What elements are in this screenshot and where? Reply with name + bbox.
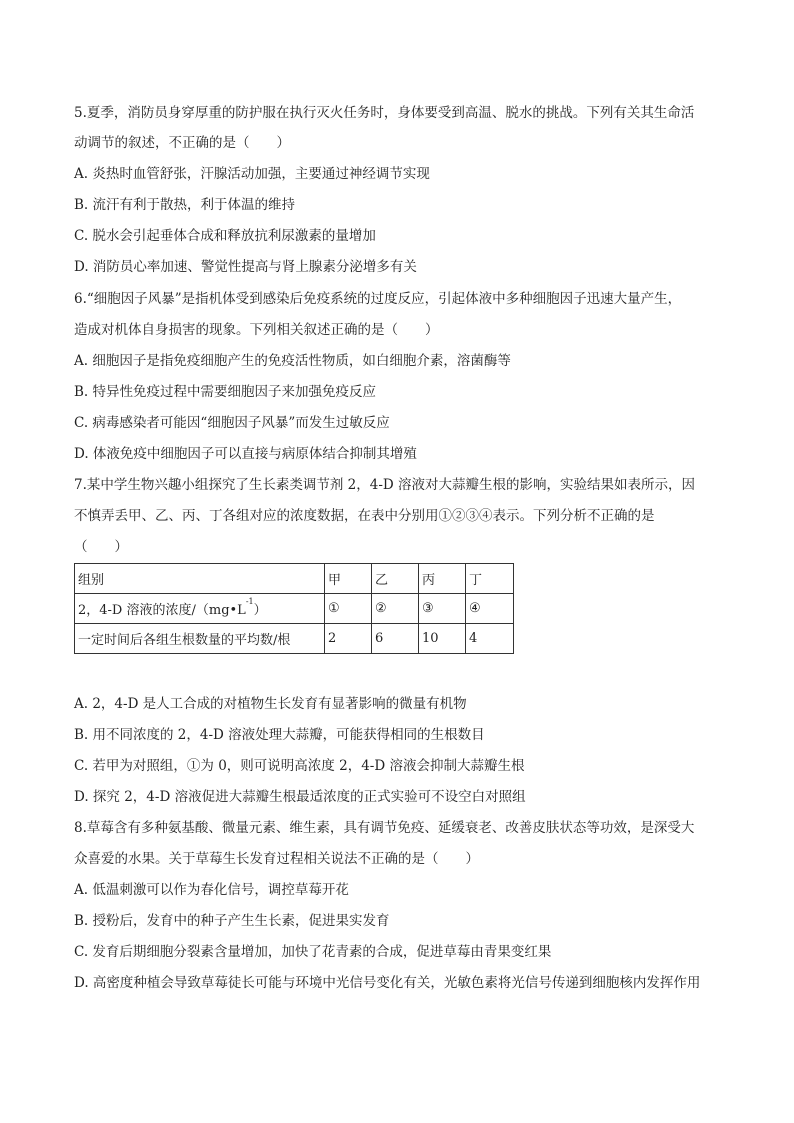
q7-option-b: B. 用不同浓度的 2，4-D 溶液处理大蒜瓣，可能获得相同的生根数目 — [74, 727, 485, 743]
table-cell: 2 — [325, 624, 372, 654]
q5-option-d: D. 消防员心率加速、警觉性提高与肾上腺素分泌增多有关 — [74, 259, 417, 275]
q8-stem-line1: 8.草莓含有多种氨基酸、微量元素、维生素，具有调节免疫、延缓衰老、改善皮肤状态等功效，是深受大 — [74, 820, 695, 836]
table-cell: 10 — [419, 624, 466, 654]
table-cell: 6 — [372, 624, 419, 654]
table-cell: ② — [372, 594, 419, 624]
q5-option-c: C. 脱水会引起垂体合成和释放抗利尿激素的量增加 — [74, 228, 376, 244]
row-label-concentration: 2，4-D 溶液的浓度$/(mg•L^{-1})$ — [75, 594, 325, 624]
q8-option-a: A. 低温刺激可以作为春化信号，调控草莓开花 — [74, 882, 349, 898]
q8-option-c: C. 发育后期细胞分裂素含量增加，加快了花青素的合成，促进草莓由青果变红果 — [74, 944, 552, 960]
q7-data-table — [74, 563, 514, 654]
q6-option-a: A. 细胞因子是指免疫细胞产生的免疫活性物质，如白细胞介素，溶菌酶等 — [74, 353, 511, 369]
q6-stem-line1: 6.“细胞因子风暴”是指机体受到感染后免疫系统的过度反应，引起体液中多种细胞因子迅速大量产生， — [74, 291, 682, 307]
q5-option-a: A. 炎热时血管舒张，汗腺活动加强，主要通过神经调节实现 — [74, 166, 430, 182]
row-label-root-count: 一定时间后各组生根数量的平均数/根 — [75, 624, 325, 654]
table-cell: 4 — [466, 624, 514, 654]
q7-option-a: A. 2，4-D 是人工合成的对植物生长发育有显著影响的微量有机物 — [74, 696, 467, 712]
q8-option-d: D. 高密度种植会导致草莓徒长可能与环境中光信号变化有关，光敏色素将光信号传递到细胞核内发挥作用 — [74, 975, 701, 991]
q7-option-d: D. 探究 2，4-D 溶液促进大蒜瓣生根最适浓度的正式实验可不设空白对照组 — [74, 789, 526, 805]
q5-option-b: B. 流汗有利于散热，利于体温的维持 — [74, 197, 296, 213]
header-cell-bing: 丙 — [419, 564, 466, 594]
q5-stem-line2: 动调节的叙述，不正确的是（ ） — [74, 135, 290, 151]
header-cell-jia: 甲 — [325, 564, 372, 594]
q7-stem-line3: （ ） — [74, 539, 128, 555]
table-cell: ④ — [466, 594, 514, 624]
q8-option-b: B. 授粉后，发育中的种子产生生长素，促进果实发育 — [74, 913, 390, 929]
q6-option-d: D. 体液免疫中细胞因子可以直接与病原体结合抑制其增殖 — [74, 446, 417, 462]
q5-stem-line1: 5.夏季，消防员身穿厚重的防护服在执行灭火任务时，身体要受到高温、脱水的挑战。下列有关其生命活 — [74, 105, 695, 121]
header-cell-yi: 乙 — [372, 564, 419, 594]
table-row-concentration — [75, 594, 514, 624]
table-cell: ③ — [419, 594, 466, 624]
q6-stem-line2: 造成对机体自身损害的现象。下列相关叙述正确的是（ ） — [74, 322, 439, 338]
table-row-root-count — [75, 624, 514, 654]
q8-stem-line2: 众喜爱的水果。关于草莓生长发育过程相关说法不正确的是（ ） — [74, 851, 479, 867]
q7-stem-line1: 7.某中学生物兴趣小组探究了生长素类调节剂 2，4-D 溶液对大蒜瓣生根的影响，实验结果如表所示，因 — [74, 477, 696, 493]
header-cell-ding: 丁 — [466, 564, 514, 594]
header-cell-group: 组别 — [75, 564, 325, 594]
table-cell: ① — [325, 594, 372, 624]
q7-option-c: C. 若甲为对照组，①为 0，则可说明高浓度 2，4-D 溶液会抑制大蒜瓣生根 — [74, 758, 525, 774]
q6-option-b: B. 特异性免疫过程中需要细胞因子来加强免疫反应 — [74, 384, 377, 400]
q6-option-c: C. 病毒感染者可能因“细胞因子风暴”而发生过敏反应 — [74, 415, 390, 431]
table-header-row — [75, 564, 514, 594]
q7-stem-line2: 不慎弄丢甲、乙、丙、丁各组对应的浓度数据，在表中分别用①②③④表示。下列分析不正确的是 — [74, 508, 655, 524]
